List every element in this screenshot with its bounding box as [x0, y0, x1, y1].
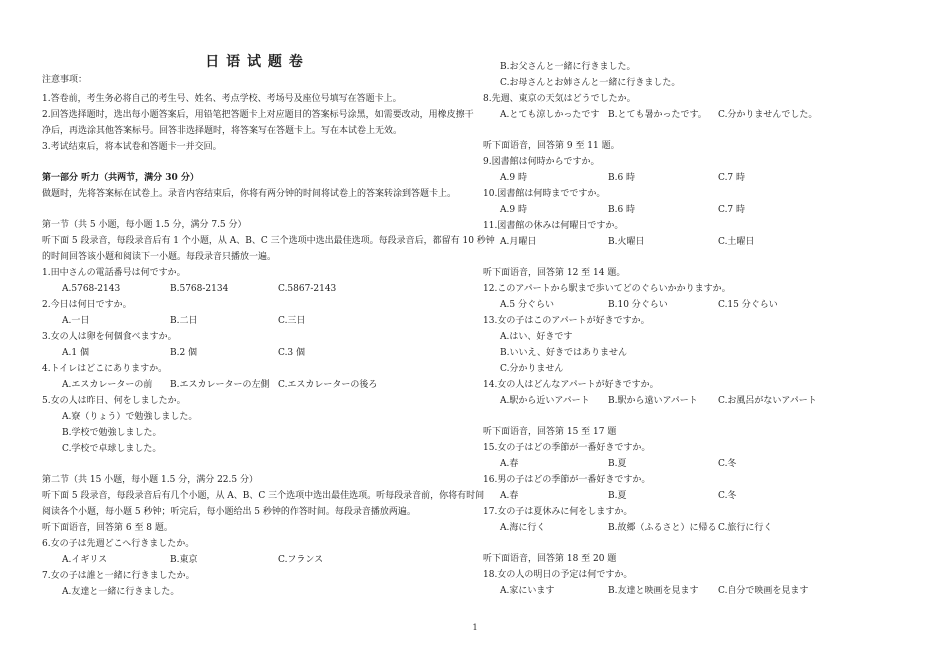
notice-heading: 注意事项：: [42, 75, 88, 85]
question-stem: 4.トイレはどこにありますか。: [42, 364, 168, 374]
option-c: C.冬: [718, 491, 737, 501]
option-b: B.駅から遠いアパート: [608, 396, 698, 406]
spacer: [483, 409, 923, 424]
question-stem: 1.田中さんの電話番号は何ですか。: [42, 268, 186, 278]
option-row: [483, 520, 923, 536]
question-stem: 18.女の人の明日の予定は何ですか。: [483, 570, 633, 580]
option-row: [483, 297, 923, 313]
option-b: B.エスカレーターの左側: [170, 380, 270, 390]
question-stem: 10.図書館は何時までですか。: [483, 189, 606, 199]
option-row: [483, 488, 923, 504]
option-a: A.一日: [62, 316, 90, 326]
section-heading: 第一节（共 5 小题，每小题 1.5 分，满分 7.5 分）: [42, 220, 247, 230]
right-column: [483, 59, 923, 599]
option-b: B.故郷（ふるさと）に帰る: [608, 523, 717, 533]
question-stem: 5.女の人は昨日、何をしましたか。: [42, 396, 186, 406]
option-a: A.1 個: [62, 348, 89, 358]
question-stem: 17.女の子は夏休みに何をしますか。: [483, 507, 633, 517]
spacer: [483, 536, 923, 551]
option-c: C.旅行に行く: [718, 523, 773, 533]
option-b: B.学校で勉強しました。: [62, 428, 162, 438]
option-b: B.二日: [170, 316, 198, 326]
option-b: B.お父さんと一緒に行きました。: [500, 62, 636, 72]
option-row: [483, 456, 923, 472]
spacer: [483, 250, 923, 265]
notice-line: 3.考试结束后，将本试卷和答题卡一并交回。: [42, 142, 222, 152]
option-a: A.イギリス: [62, 555, 108, 565]
option-c: C.お母さんとお姉さんと一緒に行きました。: [500, 78, 681, 88]
option-a: A.9 時: [500, 205, 527, 215]
notice-line: 净后，再选涂其他答案标号。回答非选择题时，将答案写在答题卡上。写在本试卷上无效。: [42, 126, 403, 136]
option-b: B.夏: [608, 459, 627, 469]
option-a: A.とても涼しかったです: [500, 110, 600, 120]
question-stem: 9.図書館は何時からですか。: [483, 157, 600, 167]
option-b: B.5768-2134: [170, 284, 229, 294]
section-heading: 第二节（共 15 小题，每小题 1.5 分，满分 22.5 分）: [42, 475, 258, 485]
option-b: B.6 時: [608, 173, 636, 183]
option-c: C.お風呂がないアパート: [718, 396, 817, 406]
option-c: C.3 個: [278, 348, 306, 358]
option-row: [483, 583, 923, 599]
option-b: B.東京: [170, 555, 198, 565]
option-a: A.春: [500, 491, 519, 501]
option-a: A.寮（りょう）で勉強しました。: [62, 412, 198, 422]
option-c: C.土曜日: [718, 237, 755, 247]
option-a: A.はい、好きです: [500, 332, 573, 342]
option-a: A.エスカレーターの前: [62, 380, 153, 390]
option-c: C.エスカレーターの後ろ: [278, 380, 378, 390]
option-c: C.分かりませんでした。: [718, 110, 818, 120]
part-heading: 第一部分 听力（共两节，满分 30 分）: [42, 173, 199, 183]
spacer: [42, 202, 467, 217]
option-c: C.冬: [718, 459, 737, 469]
option-row: [42, 345, 467, 361]
question-stem: 2.今日は何日ですか。: [42, 300, 132, 310]
option-a: A.9 時: [500, 173, 527, 183]
option-b: B.とても暑かったです。: [608, 110, 707, 120]
question-stem: 6.女の子は先週どこへ行きましたか。: [42, 539, 195, 549]
option-c: C.15 分ぐらい: [718, 300, 778, 310]
option-a: A.5 分ぐらい: [500, 300, 554, 310]
option-b: B.友達と映画を見ます: [608, 586, 699, 596]
spacer: [483, 123, 923, 138]
notice-line: 1.答卷前，考生务必将自己的考生号、姓名、考点学校、考场号及座位号填写在答题卡上。: [42, 94, 402, 104]
option-a: A.春: [500, 459, 519, 469]
option-row: [483, 202, 923, 218]
question-stem: 13.女の子はこのアパートが好きですか。: [483, 316, 650, 326]
option-c: C.7 時: [718, 205, 746, 215]
question-stem: 11.図書館の休みは何曜日ですか。: [483, 221, 624, 231]
option-c: C.分かりません: [500, 364, 564, 374]
option-row: [483, 393, 923, 409]
option-b: B.6 時: [608, 205, 636, 215]
left-column: [42, 52, 495, 600]
exam-title: 日 语 试 题 卷: [205, 54, 304, 70]
group-prompt: 听下面语音，回答第 9 至 11 题。: [483, 141, 620, 151]
section-instruction: 的时间回答该小题和阅读下一小题。每段录音只播放一遍。: [42, 252, 277, 262]
section-instruction: 听下面 5 段录音，每段录音后有 1 个小题，从 A、B、C 三个选项中选出最佳选项。每段录音后，都留有 10 秒钟: [42, 236, 495, 246]
question-stem: 3.女の人は卵を何個食べますか。: [42, 332, 177, 342]
option-b: B.10 分ぐらい: [608, 300, 668, 310]
option-a: A.月曜日: [500, 237, 537, 247]
option-a: A.友達と一緒に行きました。: [62, 587, 180, 597]
group-prompt: 听下面语音，回答第 12 至 14 題。: [483, 268, 626, 278]
option-row: [42, 377, 467, 393]
option-b: B.火曜日: [608, 237, 645, 247]
option-b: B.2 個: [170, 348, 198, 358]
group-prompt: 听下面语音，回答第 15 至 17 題: [483, 427, 617, 437]
option-row: [42, 552, 467, 568]
page-number: 1: [472, 623, 478, 632]
option-a: A.駅から近いアパート: [500, 396, 590, 406]
option-b: B.夏: [608, 491, 627, 501]
spacer: [42, 155, 467, 170]
group-prompt: 听下面语音，回答第 6 至 8 题。: [42, 523, 173, 533]
question-stem: 14.女の人はどんなアパートが好きですか。: [483, 380, 659, 390]
part-instruction: 做题时，先将答案标在试卷上。录音内容结束后，你将有两分钟的时间将试卷上的答案转涂到答题卡上。: [42, 189, 457, 199]
question-stem: 16.男の子はどの季節が一番好きですか。: [483, 475, 651, 485]
question-stem: 12.このアパートから駅まで歩いてどのぐらいかかりますか。: [483, 284, 731, 294]
option-c: C.学校で卓球しました。: [62, 444, 162, 454]
question-stem: 7.女の子は誰と一緒に行きましたか。: [42, 571, 195, 581]
option-c: C.7 時: [718, 173, 746, 183]
section-instruction: 听下面 5 段录音，每段录音后有几个小题，从 A、B、C 三个选项中选出最佳选项。听每段录音前，你将有时间: [42, 491, 485, 501]
option-c: C.三日: [278, 316, 306, 326]
spacer: [42, 457, 467, 472]
option-a: A.家にいます: [500, 586, 555, 596]
option-a: A.海に行く: [500, 523, 546, 533]
question-stem: 15.女の子はどの季節が一番好きですか。: [483, 443, 651, 453]
group-prompt: 听下面语音，回答第 18 至 20 題: [483, 554, 617, 564]
question-stem: 8.先週、東京の天気はどうでしたか。: [483, 94, 636, 104]
notice-line: 2.回答选择题时，选出每小题答案后，用铅笔把答题卡上对应题目的答案标号涂黑，如需要改动，用橡皮擦干: [42, 110, 474, 120]
option-a: A.5768-2143: [62, 284, 121, 294]
option-c: C.自分で映画を見ます: [718, 586, 809, 596]
option-row: [483, 170, 923, 186]
option-row: [483, 234, 923, 250]
option-c: C.フランス: [278, 555, 324, 565]
section-instruction: 阅读各个小题，每小题 5 秒钟；听完后，每小题给出 5 秒钟的作答时间。每段录音播放两遍。: [42, 507, 416, 517]
option-row: [42, 313, 467, 329]
option-c: C.5867-2143: [278, 284, 337, 294]
option-row: [483, 107, 923, 123]
option-row: [42, 281, 467, 297]
option-b: B.いいえ、好きではありません: [500, 348, 628, 358]
